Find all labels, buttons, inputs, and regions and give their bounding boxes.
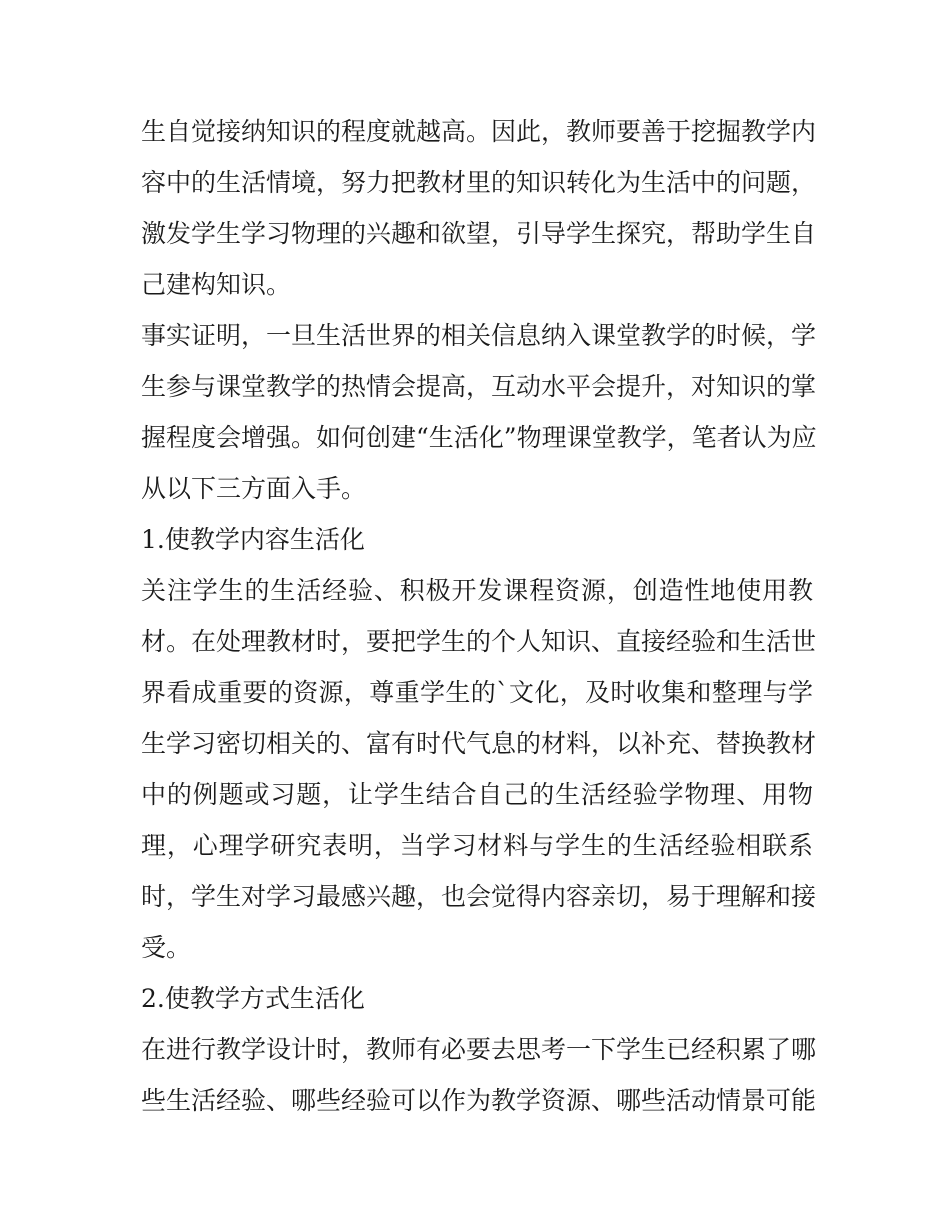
text-line: 握程度会增强。如何创建“生活化”物理课堂教学，笔者认为应 — [141, 423, 817, 452]
text-line: 理，心理学研究表明，当学习材料与学生的生活经验相联系 — [141, 831, 813, 860]
paragraph-4 — [141, 1024, 817, 1126]
paragraph-1 — [141, 106, 817, 310]
paragraph-2 — [141, 310, 817, 514]
text-line: 事实证明，一旦生活世界的相关信息纳入课堂教学的时候，学 — [141, 321, 817, 350]
text-line: 时，学生对学习最感兴趣，也会觉得内容亲切，易于理解和接 — [141, 882, 817, 911]
text-line: 界看成重要的资源，尊重学生的`文化，及时收集和整理与学 — [141, 678, 813, 707]
text-line: 关注学生的生活经验、积极开发课程资源，创造性地使用教 — [141, 576, 813, 605]
text-line: 生参与课堂教学的热情会提高，互动水平会提升，对知识的掌 — [141, 372, 817, 401]
document-body — [141, 106, 817, 1126]
text-line: 受。 — [141, 933, 192, 962]
text-line: 容中的生活情境，努力把教材里的知识转化为生活中的问题， — [141, 168, 817, 197]
paragraph-3 — [141, 565, 817, 973]
text-line: 些生活经验、哪些经验可以作为教学资源、哪些活动情景可能 — [141, 1086, 817, 1115]
text-line: 从以下三方面入手。 — [141, 474, 367, 503]
text-line: 中的例题或习题，让学生结合自己的生活经验学物理、用物 — [141, 780, 813, 809]
text-line: 激发学生学习物理的兴趣和欲望，引导学生探究，帮助学生自 — [141, 219, 817, 248]
section-heading-2: 2.使教学方式生活化 — [141, 984, 365, 1013]
text-line: 材。在处理教材时，要把学生的个人知识、直接经验和生活世 — [141, 627, 817, 656]
text-line: 生自觉接纳知识的程度就越高。因此，教师要善于挖掘教学内 — [141, 117, 817, 146]
text-line: 己建构知识。 — [141, 270, 292, 299]
section-heading-1: 1.使教学内容生活化 — [141, 525, 365, 554]
text-line: 生学习密切相关的、富有时代气息的材料，以补充、替换教材 — [141, 729, 817, 758]
text-line: 在进行教学设计时，教师有必要去思考一下学生已经积累了哪 — [141, 1035, 817, 1064]
